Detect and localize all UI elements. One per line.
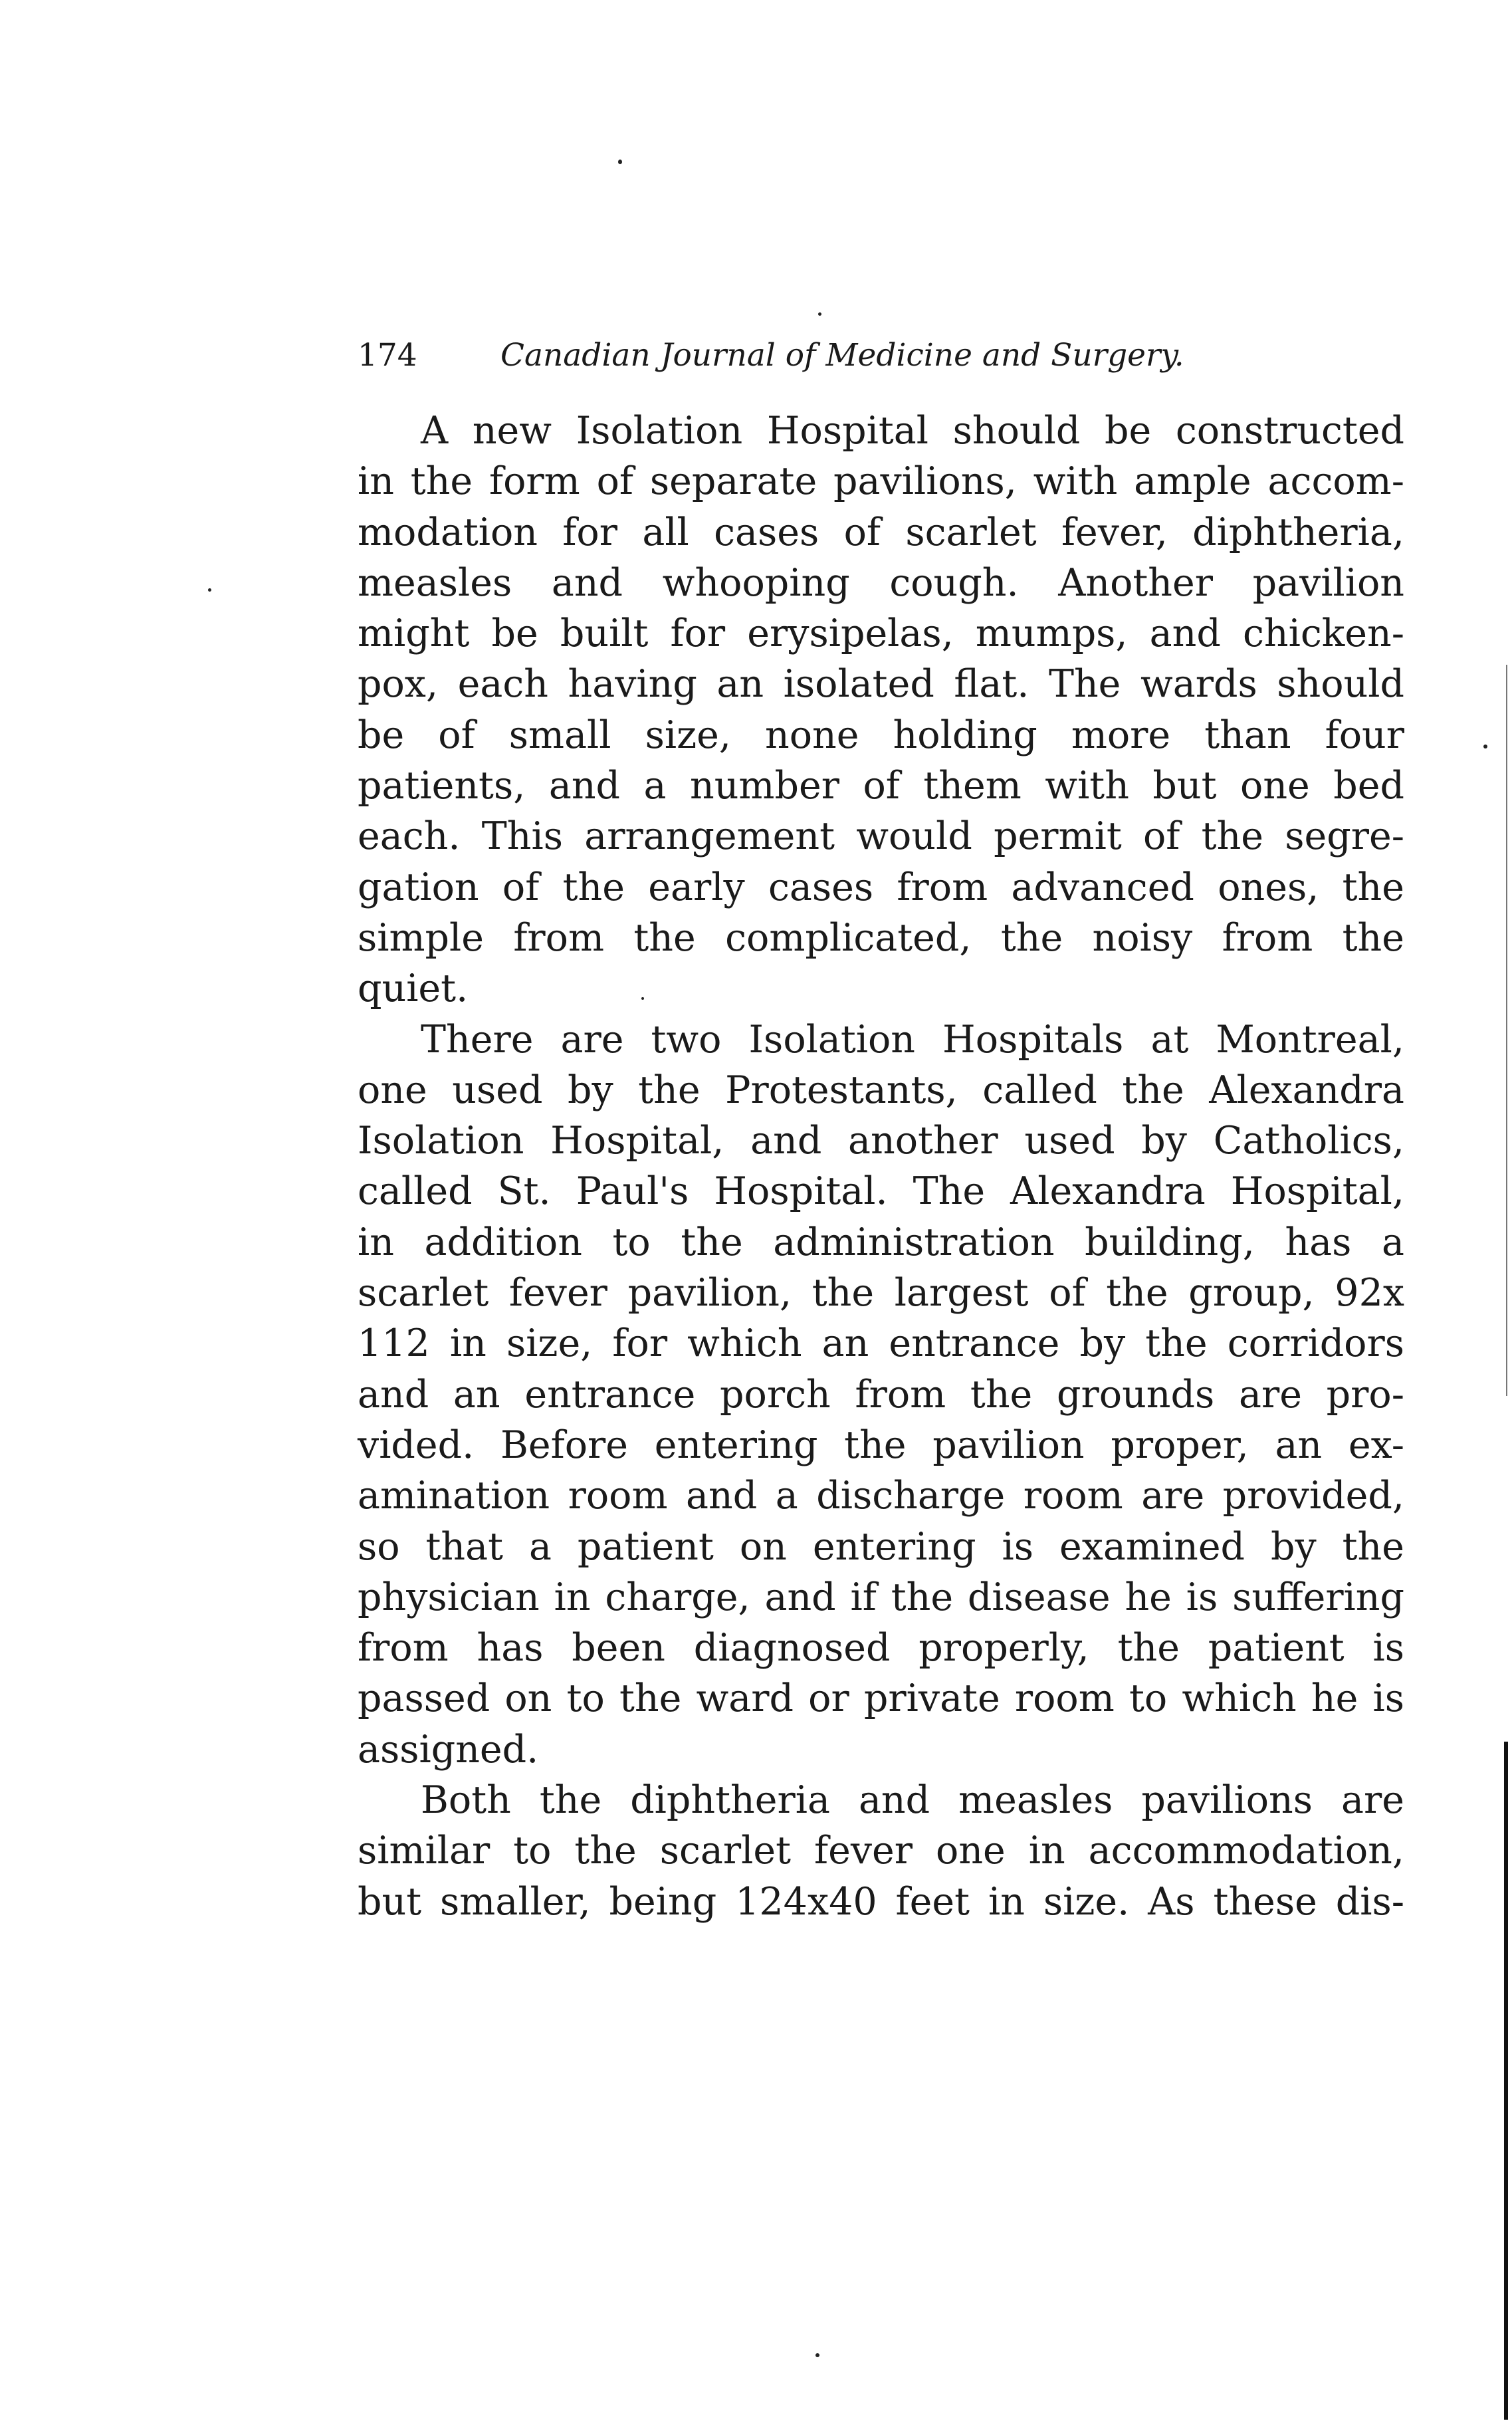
text-line: gation of the early cases from advanced ones, the bbox=[358, 865, 1404, 909]
binding-edge-shadow bbox=[1504, 1742, 1508, 2420]
text-line: modation for all cases of scarlet fever, diphtheria, bbox=[358, 510, 1404, 554]
text-line: in the form of separate pavilions, with ample accom- bbox=[358, 459, 1404, 504]
text-line: each. This arrangement would permit of the segre- bbox=[358, 814, 1404, 859]
text-line: A new Isolation Hospital should be constructed bbox=[421, 409, 1404, 453]
text-line: amination room and a discharge room are provided, bbox=[358, 1474, 1404, 1518]
text-line: pox, each having an isolated flat. The wards should bbox=[358, 662, 1404, 707]
scan-speck bbox=[818, 312, 821, 316]
scan-speck bbox=[1483, 745, 1487, 749]
text-line: and an entrance porch from the grounds are pro- bbox=[358, 1372, 1404, 1417]
text-line: passed on to the ward or private room to which he is bbox=[358, 1676, 1404, 1721]
page-number: 174 bbox=[358, 337, 417, 374]
running-header bbox=[358, 332, 1275, 379]
text-line: scarlet fever pavilion, the largest of the group, 92x bbox=[358, 1271, 1404, 1316]
text-line: vided. Before entering the pavilion proper, an ex- bbox=[358, 1423, 1404, 1467]
binding-edge-mark bbox=[1506, 665, 1507, 1396]
text-line: measles and whooping cough. Another pavilion bbox=[358, 560, 1404, 605]
scan-speck bbox=[815, 2353, 819, 2357]
body-text bbox=[358, 405, 1404, 1927]
text-line: but smaller, being 124x40 feet in size. As these dis- bbox=[358, 1879, 1404, 1924]
text-line: in addition to the administration building, has a bbox=[358, 1220, 1404, 1264]
text-line: assigned. bbox=[358, 1727, 539, 1772]
text-line: one used by the Protestants, called the Alexandra bbox=[358, 1068, 1404, 1112]
scan-speck bbox=[208, 588, 211, 592]
running-title: Canadian Journal of Medicine and Surgery. bbox=[500, 337, 1184, 374]
text-line: called St. Paul's Hospital. The Alexandra Hospital, bbox=[358, 1169, 1404, 1214]
text-line: patients, and a number of them with but one bed bbox=[358, 764, 1404, 808]
text-line: simple from the complicated, the noisy from the bbox=[358, 915, 1404, 960]
scan-speck bbox=[618, 160, 622, 164]
text-line: There are two Isolation Hospitals at Montreal, bbox=[421, 1017, 1404, 1062]
text-line: Isolation Hospital, and another used by Catholics, bbox=[358, 1119, 1404, 1163]
text-line: quiet. bbox=[358, 967, 469, 1011]
text-line: Both the diphtheria and measles pavilions are bbox=[421, 1778, 1404, 1823]
text-line: might be built for erysipelas, mumps, and chicken- bbox=[358, 612, 1404, 656]
text-line: from has been diagnosed properly, the patient is bbox=[358, 1626, 1404, 1671]
text-line: physician in charge, and if the disease he is suffering bbox=[358, 1575, 1404, 1619]
text-line: similar to the scarlet fever one in accommodation, bbox=[358, 1829, 1404, 1873]
text-line: 112 in size, for which an entrance by the corridors bbox=[358, 1322, 1404, 1366]
text-line: be of small size, none holding more than four bbox=[358, 713, 1404, 757]
text-line: so that a patient on entering is examined by the bbox=[358, 1524, 1404, 1569]
